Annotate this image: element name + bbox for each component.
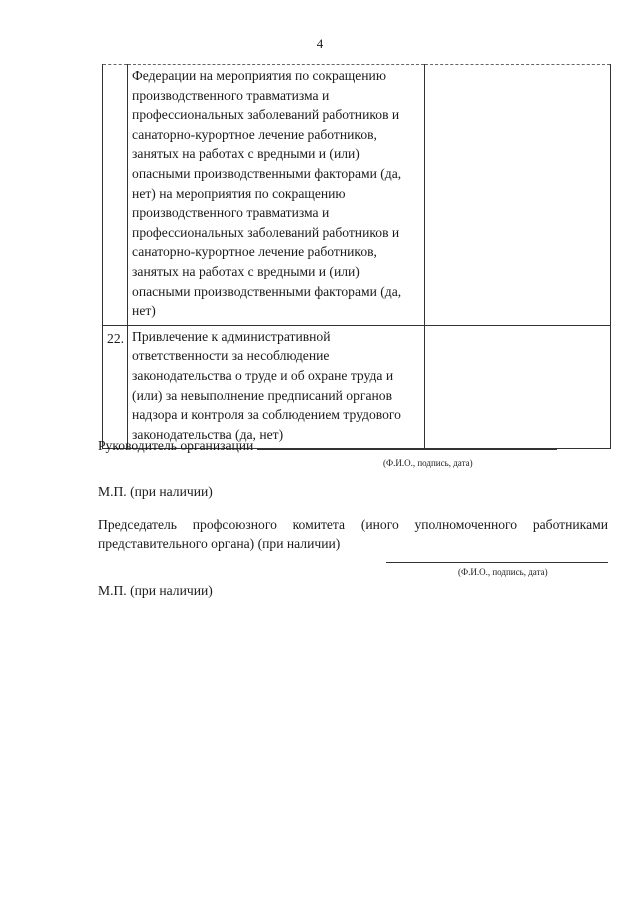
union-label: Председатель профсоюзного комитета (иного уполномоченного работниками представительного органа) (при наличии) — [98, 517, 608, 551]
row-description: Привлечение к административной ответственности за несоблюдение законодательства о труде и об охране труда и (или) за невыполнение предписаний органов надзора и контроля за соблюдением трудового законодательства (да, нет) — [128, 325, 425, 449]
head-label: Руководитель организации — [98, 438, 254, 453]
row-number — [103, 65, 128, 326]
page-number: 4 — [316, 36, 324, 51]
union-caption: (Ф.И.О., подпись, дата) — [458, 567, 548, 577]
head-signature-field — [257, 449, 557, 450]
head-caption: (Ф.И.О., подпись, дата) — [383, 458, 473, 468]
table-row — [103, 325, 611, 449]
indicators-table — [102, 64, 611, 449]
row-value — [424, 325, 610, 449]
row-description: Федерации на мероприятия по сокращению производственного травматизма и профессиональных заболеваний работников и санаторно-курортное лечение работников, занятых на работах с вредными и (или) опасными производственными факторами (да, нет) на мероприятия по сокращению производственного травматизма и профессиональных заболеваний работников и санаторно-курортное лечение работников, занятых на работах с вредными и (или) опасными производственными факторами (да, нет) — [128, 65, 425, 326]
row-number: 22. — [103, 325, 128, 449]
stamp-label-2: М.П. (при наличии) — [98, 583, 213, 598]
head-signature-line — [98, 436, 557, 455]
row-value — [424, 65, 610, 326]
union-signature-field — [386, 562, 608, 563]
stamp-label-1: М.П. (при наличии) — [98, 484, 213, 499]
table-row — [103, 65, 611, 326]
